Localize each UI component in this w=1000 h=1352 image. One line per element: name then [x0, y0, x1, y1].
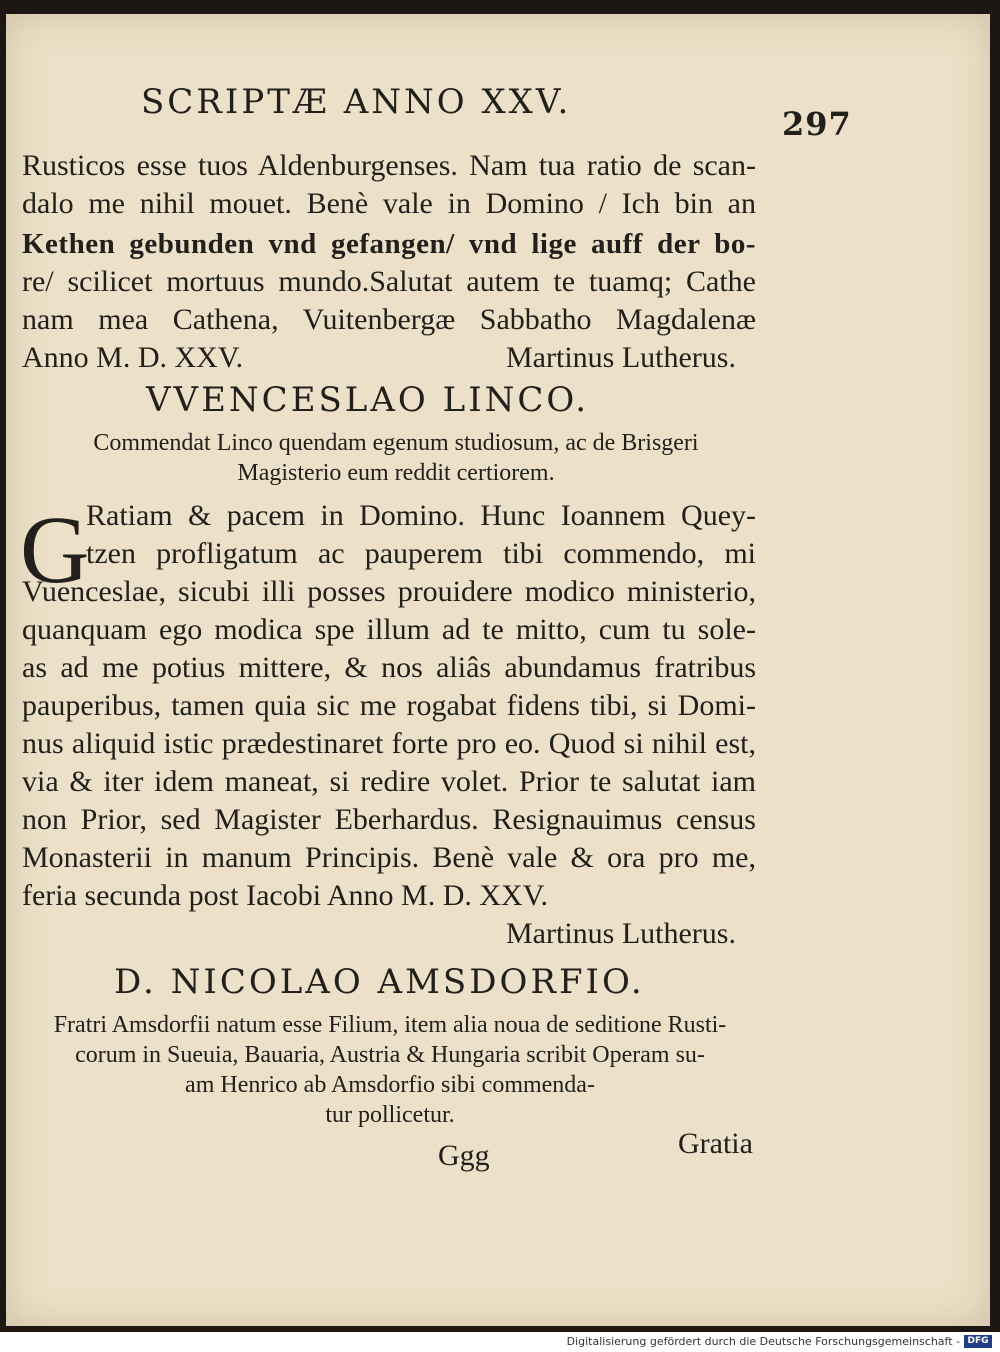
text-line: nus aliquid istic prædestinaret forte pro eo. Quod si nihil est, — [22, 727, 756, 760]
drop-capital: G — [20, 496, 90, 603]
signature: Martinus Lutherus. — [506, 917, 736, 950]
letter-summary: am Henrico ab Amsdorfio sibi commenda- — [185, 1072, 595, 1098]
text-line: pauperibus, tamen quia sic me rogabat fidens tibi, si Domi- — [22, 689, 756, 722]
page-number: 297 — [782, 105, 852, 143]
letter-summary: corum in Sueuia, Bauaria, Austria & Hungaria scribit Operam su- — [75, 1042, 705, 1068]
letter-heading: D. NICOLAO AMSDORFIO. — [114, 962, 645, 1002]
text-line: Monasterii in manum Principis. Benè vale & ora pro me, — [22, 841, 756, 874]
catchword: Gratia — [678, 1127, 753, 1160]
signature: Martinus Lutherus. — [506, 341, 736, 374]
letter-summary: Fratri Amsdorfii natum esse Filium, item alia noua de seditione Rusti- — [53, 1012, 727, 1038]
text-line: non Prior, sed Magister Eberhardus. Resignauimus census — [22, 803, 756, 836]
text-line: Ratiam & pacem in Domino. Hunc Ioannem Quey- — [86, 499, 756, 532]
letter-summary: Commendat Linco quendam egenum studiosum, ac de Brisgeri — [93, 430, 699, 456]
running-head: SCRIPTÆ ANNO XXV. — [141, 82, 572, 122]
text-line: dalo me nihil mouet. Benè vale in Domino / Ich bin an — [22, 187, 756, 220]
text-line: re/ scilicet mortuus mundo.Salutat autem te tuamq; Cathe — [22, 265, 756, 298]
letter-summary: tur pollicetur. — [325, 1102, 455, 1128]
text-line: nam mea Cathena, Vuitenbergæ Sabbatho Magdalenæ — [22, 303, 756, 336]
text-line: via & iter idem maneat, si redire volet. Prior te salutat iam — [22, 765, 756, 798]
text-line: quanquam ego modica spe illum ad te mitto, cum tu sole- — [22, 613, 756, 646]
letter-summary: Magisterio eum reddit certiorem. — [237, 460, 555, 486]
text-line: feria secunda post Iacobi Anno M. D. XXV. — [22, 879, 549, 912]
text-line: Rusticos esse tuos Aldenburgenses. Nam tua ratio de scan- — [22, 149, 756, 182]
digitization-footer — [0, 1332, 1000, 1352]
signature-mark: Ggg — [438, 1139, 490, 1172]
text-line: Vuenceslae, sicubi illi posses prouidere modico ministerio, — [22, 575, 756, 608]
letter-heading: VVENCESLAO LINCO. — [146, 380, 590, 420]
text-line: tzen profligatum ac pauperem tibi commendo, mi — [86, 537, 756, 570]
dfg-logo: DFG — [964, 1335, 992, 1348]
text-line-german: Kethen gebunden vnd gefangen/ vnd lige auff der bo- — [22, 228, 756, 260]
book-page — [6, 14, 990, 1326]
funding-notice: Digitalisierung gefördert durch die Deutsche Forschungsgemeinschaft - — [566, 1335, 960, 1348]
date-line: Anno M. D. XXV. — [22, 341, 244, 374]
text-line: as ad me potius mittere, & nos aliâs abundamus fratribus — [22, 651, 756, 684]
